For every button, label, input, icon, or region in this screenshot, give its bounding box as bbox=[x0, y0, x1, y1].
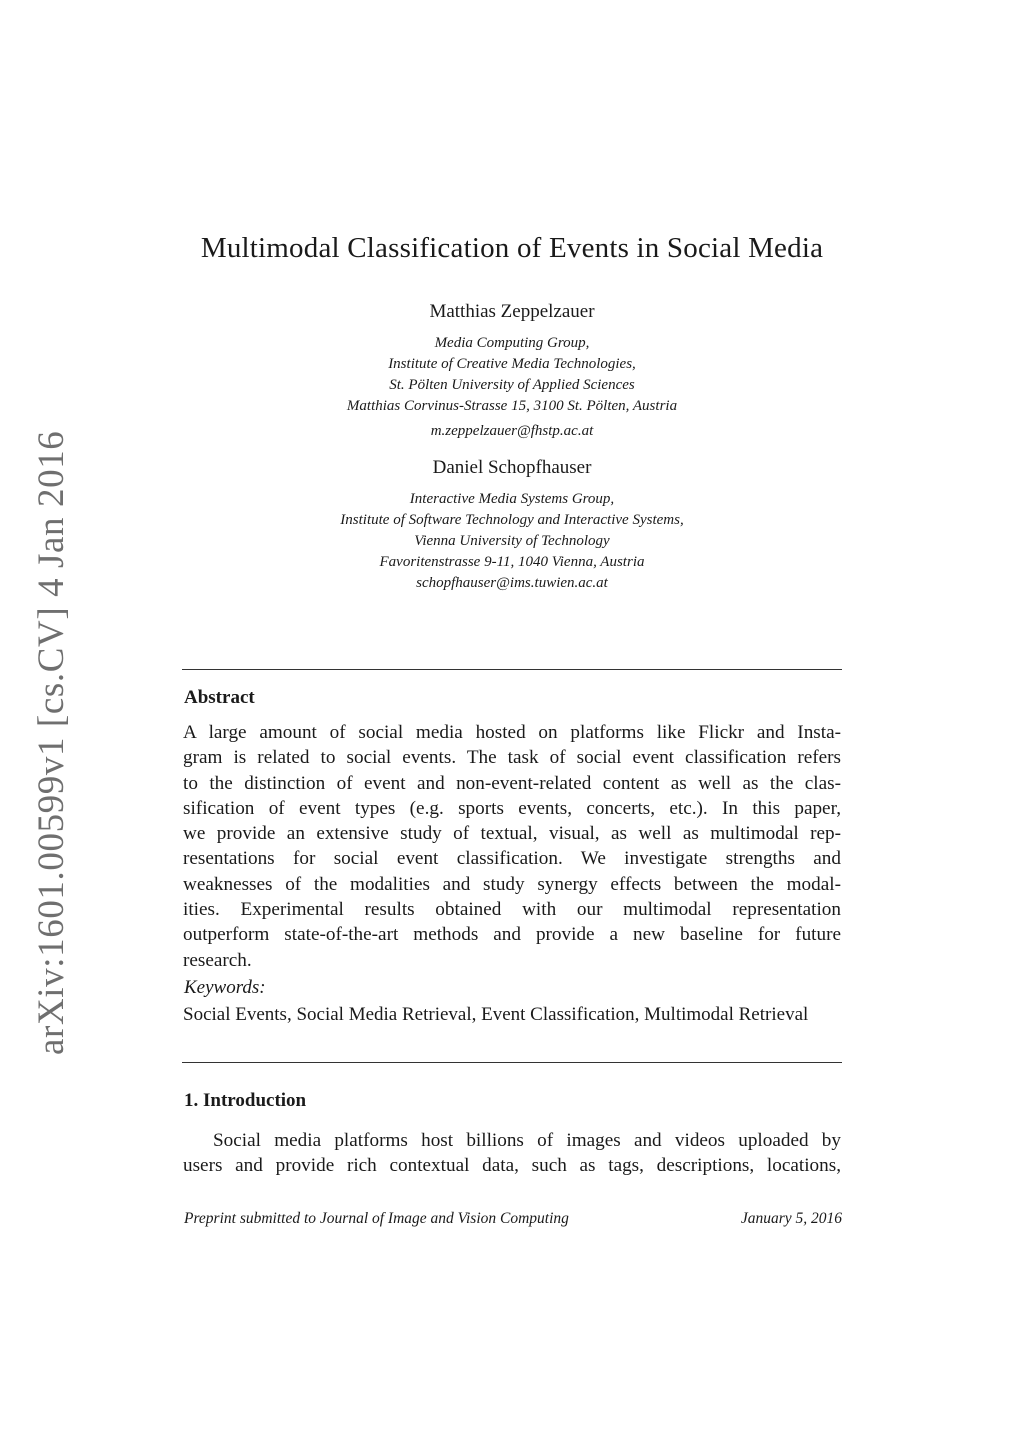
introduction-text bbox=[183, 1128, 841, 1179]
abstract-line: outperform state-of-the-art methods and provide a new baseline for future bbox=[183, 924, 841, 946]
abstract-line: weaknesses of the modalities and study synergy effects between the modal- bbox=[183, 873, 841, 895]
affiliation-line: Institute of Software Technology and Interactive Systems, bbox=[340, 512, 684, 528]
abstract-heading: Abstract bbox=[184, 687, 255, 708]
affiliation-line: St. Pölten University of Applied Sciences bbox=[389, 377, 635, 393]
keywords-text: Social Events, Social Media Retrieval, Event Classification, Multimodal Retrieval bbox=[183, 1004, 809, 1025]
abstract-line: gram is related to social events. The task of social event classification refers bbox=[183, 747, 841, 769]
author-email: m.zeppelzauer@fhstp.ac.at bbox=[430, 423, 594, 439]
author-email: schopfhauser@ims.tuwien.ac.at bbox=[416, 575, 608, 591]
abstract-line: A large amount of social media hosted on platforms like Flickr and Insta- bbox=[183, 722, 841, 743]
abstract-line: sification of event types (e.g. sports events, concerts, etc.). In this paper, bbox=[183, 797, 841, 819]
section-heading-introduction: 1. Introduction bbox=[184, 1090, 307, 1111]
affiliation-line: Favoritenstrasse 9-11, 1040 Vienna, Austria bbox=[379, 554, 645, 570]
abstract-line: research. bbox=[183, 949, 252, 971]
abstract-line: to the distinction of event and non-event-related content as well as the clas- bbox=[183, 772, 841, 794]
abstract-text bbox=[183, 720, 841, 973]
abstract-line: we provide an extensive study of textual, visual, as well as multimodal rep- bbox=[183, 823, 841, 845]
abstract-top-rule bbox=[182, 669, 842, 670]
footer-preprint-note: Preprint submitted to Journal of Image and Vision Computing bbox=[184, 1210, 569, 1227]
introduction-line: Social media platforms host billions of images and videos uploaded by bbox=[213, 1130, 841, 1151]
keywords-label: Keywords: bbox=[184, 977, 266, 998]
paper-title: Multimodal Classification of Events in Social Media bbox=[200, 232, 824, 264]
arxiv-identifier: arXiv:1601.00599v1 [cs.CV] 4 Jan 2016 bbox=[31, 430, 72, 1055]
abstract-line: ities. Experimental results obtained with our multimodal representation bbox=[183, 899, 841, 921]
affiliation-line: Institute of Creative Media Technologies, bbox=[388, 356, 636, 372]
author-block-1 bbox=[0, 300, 1024, 442]
abstract-bottom-rule bbox=[182, 1062, 842, 1063]
abstract-line: resentations for social event classification. We investigate strengths and bbox=[183, 848, 841, 870]
affiliation-line: Interactive Media Systems Group, bbox=[409, 491, 615, 507]
affiliation-line: Media Computing Group, bbox=[434, 335, 590, 351]
introduction-line: users and provide rich contextual data, such as tags, descriptions, locations, bbox=[183, 1155, 841, 1177]
author-name: Matthias Zeppelzauer bbox=[429, 301, 595, 322]
footer-date: January 5, 2016 bbox=[740, 1210, 842, 1227]
author-block-2 bbox=[0, 456, 1024, 594]
author-name: Daniel Schopfhauser bbox=[432, 457, 592, 478]
author-affiliation bbox=[0, 333, 1024, 417]
affiliation-line: Matthias Corvinus-Strasse 15, 3100 St. Pölten, Austria bbox=[346, 398, 678, 414]
affiliation-line: Vienna University of Technology bbox=[414, 533, 610, 549]
author-affiliation bbox=[0, 489, 1024, 573]
